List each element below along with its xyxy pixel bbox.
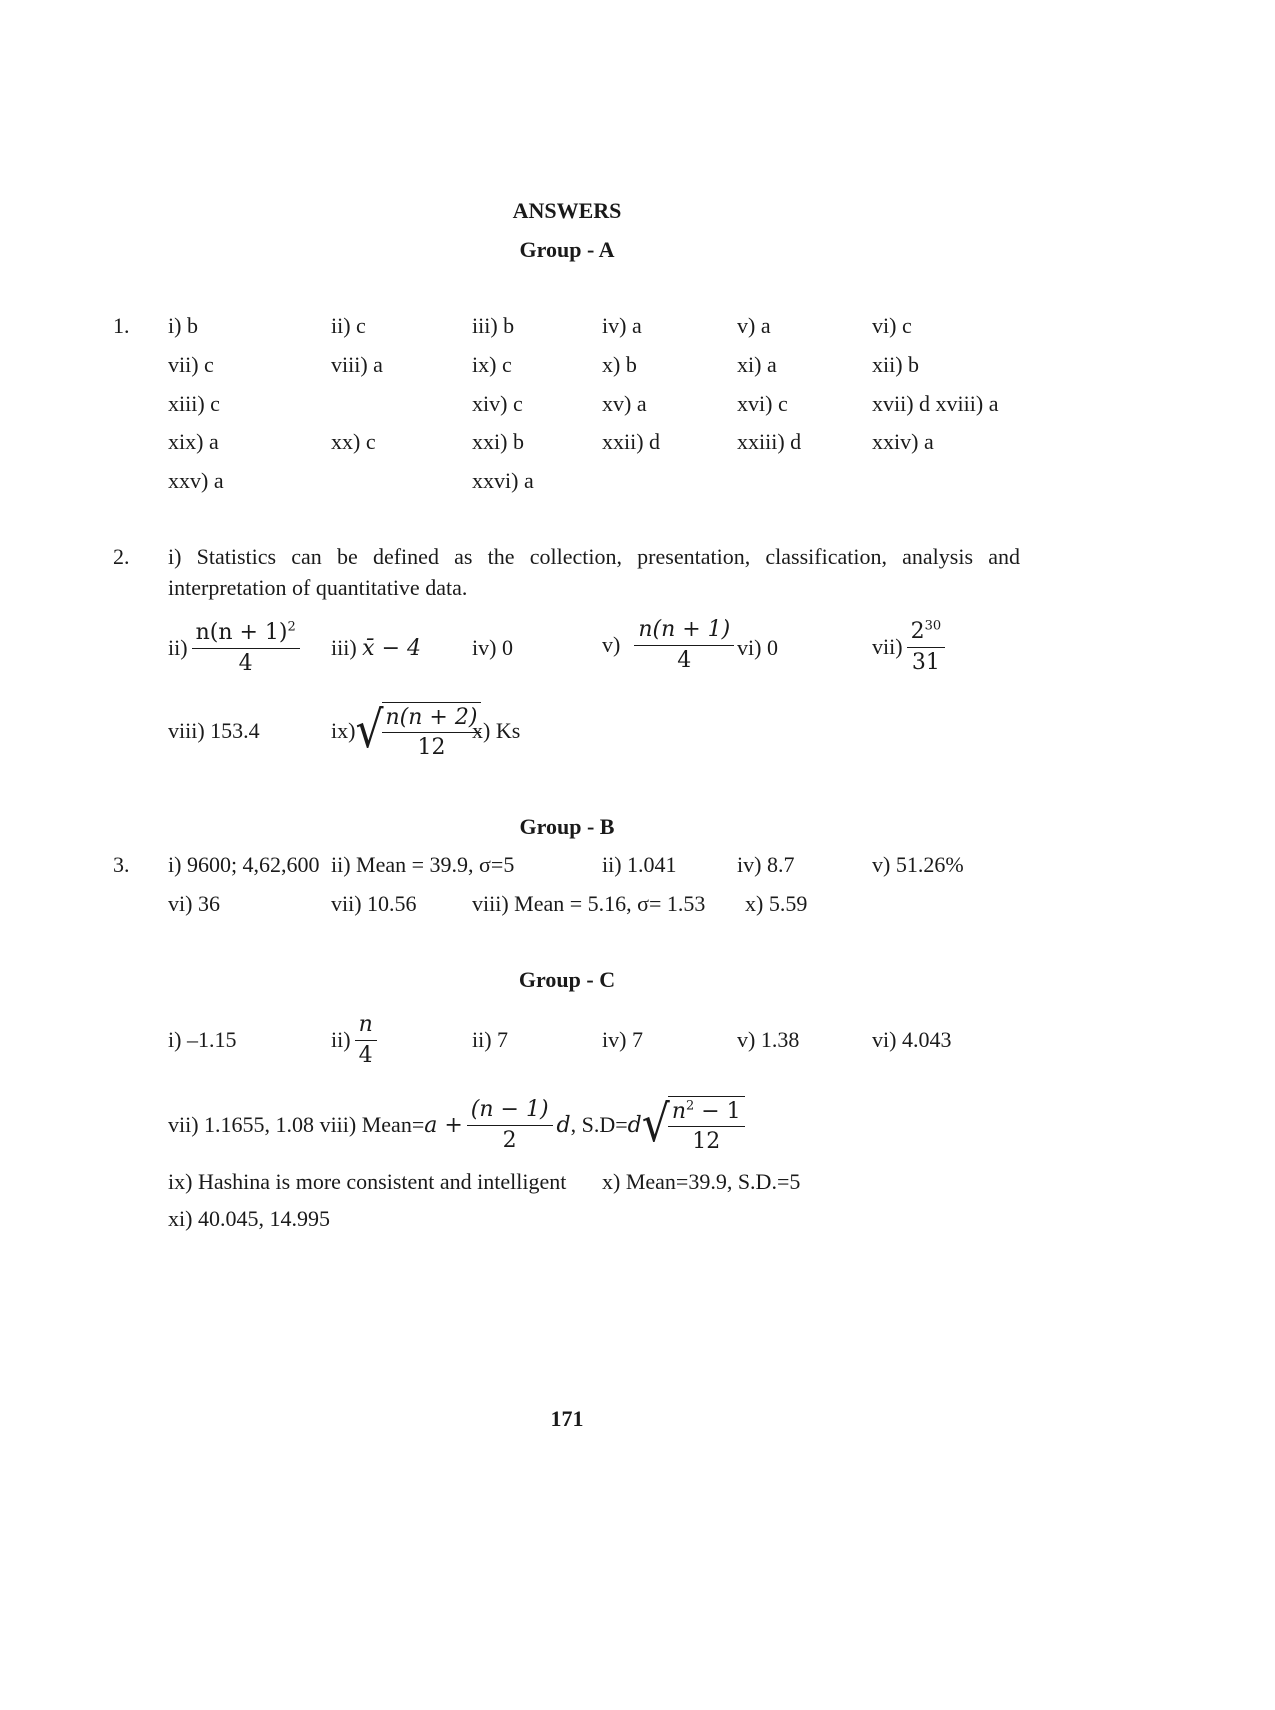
answer-cell: xiv) c: [472, 391, 523, 416]
q2-vii-exponent: 30: [924, 618, 942, 634]
q2-ii-numerator: n(n + 1): [195, 620, 288, 646]
answer-cell: iv) 8.7: [737, 852, 795, 877]
answer-cell: x) b: [602, 352, 637, 377]
q2-answer-ix: [331, 700, 481, 762]
q2-answer-iv: iv) 0: [472, 635, 513, 660]
group-c-heading: Group - C: [518, 967, 616, 992]
sqrt-icon: √: [641, 1095, 670, 1154]
answer-cell: xvi) c: [737, 391, 788, 416]
groupc-viii-a: a +: [424, 1112, 463, 1138]
q2-ix-denominator: 12: [417, 735, 446, 760]
answer-cell: vi) c: [872, 313, 912, 338]
q2-ii-label: ii): [168, 635, 188, 660]
answer-cell: i) 9600; 4,62,600: [168, 852, 320, 877]
q2-v-fraction: [634, 617, 734, 673]
answer-cell: xix) a: [168, 429, 219, 454]
groupc-viii-numerator: (n − 1): [467, 1097, 553, 1125]
q2-v-label: v): [602, 632, 621, 657]
groupc-sd-denominator: 12: [692, 1129, 721, 1154]
answer-cell: xii) b: [872, 352, 920, 377]
answer-cell: ix) c: [472, 352, 512, 377]
q2-iii-expression: x̄ − 4: [362, 635, 421, 661]
answer-cell: ii) Mean = 39.9, σ=5: [331, 852, 515, 877]
answer-cell: x) 5.59: [745, 891, 808, 916]
answer-cell: xv) a: [602, 391, 647, 416]
groupc-answer-xi: xi) 40.045, 14.995: [168, 1206, 330, 1231]
q2-answer-vi: vi) 0: [737, 635, 778, 660]
answer-cell: i) b: [168, 313, 198, 338]
q2-answer-v: [602, 610, 738, 680]
answer-cell: vii) 10.56: [331, 891, 417, 916]
answer-cell: xxiii) d: [737, 429, 802, 454]
answer-cell: xiii) c: [168, 391, 220, 416]
answer-cell: xx) c: [331, 429, 376, 454]
groupc-ii-fraction: [355, 1012, 377, 1068]
q2-vii-base: 2: [910, 619, 925, 645]
groupc-sd-num-rest: − 1: [694, 1098, 741, 1124]
groupc-sd-label: , S.D=: [570, 1112, 628, 1137]
answer-cell: xxi) b: [472, 429, 524, 454]
q2-ii-fraction: [192, 620, 300, 676]
answer-cell: iv) a: [602, 313, 642, 338]
groupc-sd-exponent: 2: [685, 1098, 695, 1114]
groupc-viii-fraction: [467, 1097, 553, 1153]
q2-vii-fraction: [907, 619, 946, 675]
q2-iii-label: iii): [331, 635, 357, 660]
answer-cell: xxv) a: [168, 468, 224, 493]
groupc-ii-label: ii): [331, 1027, 351, 1052]
q2-vii-label: vii): [872, 634, 903, 659]
groupc-sd-n: n: [671, 1098, 686, 1124]
groupc-viii-label: viii) Mean=: [319, 1112, 425, 1137]
group-b-heading: Group - B: [519, 814, 615, 839]
groupc-sd-d: d: [627, 1112, 642, 1138]
page-title: ANSWERS: [512, 198, 622, 223]
answer-cell: v) 1.38: [737, 1027, 800, 1052]
answer-cell: ii) 1.041: [602, 852, 677, 877]
q2-answer-ii: [168, 618, 304, 678]
answer-cell: xi) a: [737, 352, 777, 377]
groupc-ii-numerator: n: [355, 1012, 377, 1040]
q2-ix-sqrt: [355, 702, 481, 761]
groupc-answer-ix: ix) Hashina is more consistent and intelligent: [168, 1169, 567, 1194]
groupc-vii: vii) 1.1655, 1.08: [168, 1112, 315, 1137]
q2-definition-text: i) Statistics can be defined as the collection, presentation, classification, analysis and interpretation of quantitative data.: [168, 544, 1020, 600]
group-a-heading: Group - A: [519, 237, 615, 262]
answer-cell: iv) 7: [602, 1027, 643, 1052]
q2-ix-label: ix): [331, 718, 356, 743]
q2-answer-x: x) Ks: [472, 718, 521, 743]
answer-cell: ii) c: [331, 313, 366, 338]
sqrt-icon: √: [355, 701, 384, 760]
answer-cell: vi) 36: [168, 891, 220, 916]
answer-cell: ii) 7: [472, 1027, 509, 1052]
groupc-viii-denominator: 2: [502, 1127, 517, 1153]
question-3-number: 3.: [113, 852, 130, 877]
q2-ix-numerator: n(n + 2): [382, 705, 482, 733]
answer-cell: vii) c: [168, 352, 214, 377]
groupc-answer-vii-viii: [168, 1090, 745, 1160]
groupc-viii-d: d: [556, 1112, 571, 1138]
q2-ix-fraction: [382, 705, 482, 761]
groupc-sd-sqrt: [642, 1096, 745, 1155]
answer-cell: viii) Mean = 5.16, σ= 1.53: [472, 891, 706, 916]
answer-cell: viii) a: [331, 352, 383, 377]
answer-cell: v) a: [737, 313, 771, 338]
answer-cell: i) –1.15: [168, 1027, 237, 1052]
q2-answer-iii: [331, 618, 421, 678]
answer-cell: xvii) d xviii) a: [872, 391, 999, 416]
q2-ii-denominator: 4: [238, 650, 253, 676]
answer-cell: vi) 4.043: [872, 1027, 952, 1052]
answer-cell: v) 51.26%: [872, 852, 964, 877]
question-1-number: 1.: [113, 313, 130, 338]
question-2-number: 2.: [113, 544, 130, 569]
q2-ii-exponent: 2: [287, 619, 296, 635]
q2-v-denominator: 4: [677, 647, 692, 673]
answer-cell: xxvi) a: [472, 468, 534, 493]
q2-answer-vii: [872, 614, 949, 680]
q2-v-numerator: n(n + 1): [634, 617, 734, 645]
q2-answer-viii: viii) 153.4: [168, 718, 260, 743]
answer-cell: xxiv) a: [872, 429, 934, 454]
groupc-answer-ii: [331, 1010, 381, 1070]
groupc-ii-denominator: 4: [358, 1042, 373, 1068]
answer-cell: iii) b: [472, 313, 515, 338]
q2-vii-denominator: 31: [911, 649, 940, 675]
page-number: 171: [550, 1406, 584, 1431]
groupc-sd-fraction: [668, 1099, 745, 1155]
answer-cell: xxii) d: [602, 429, 661, 454]
groupc-answer-x: x) Mean=39.9, S.D.=5: [602, 1169, 801, 1194]
